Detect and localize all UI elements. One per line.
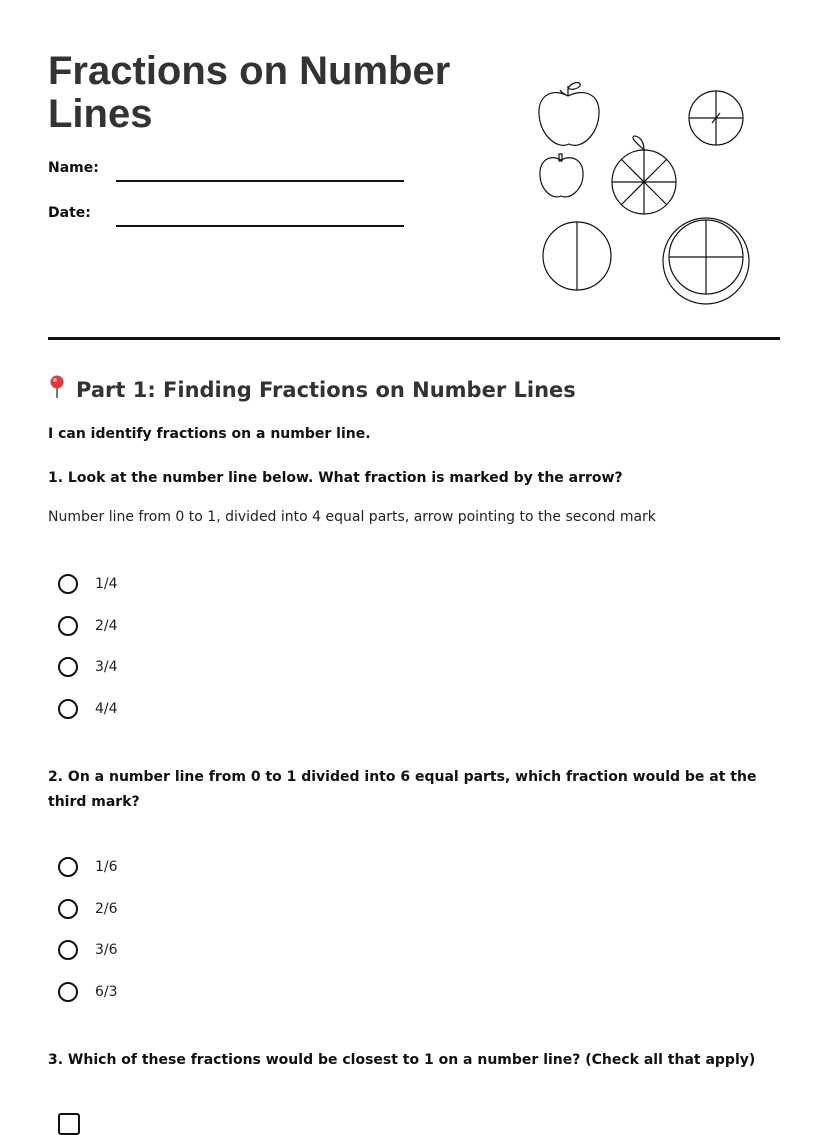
circle-quarters-icon: [689, 91, 743, 145]
name-label: Name:: [48, 160, 99, 176]
radio-button[interactable]: [58, 657, 78, 677]
radio-button[interactable]: [58, 574, 78, 594]
q1-option-3[interactable]: [58, 655, 118, 679]
option-label: 3/4: [95, 659, 118, 675]
question-1-description: Number line from 0 to 1, divided into 4 equal parts, arrow pointing to the second mark: [48, 509, 656, 525]
q2-option-4[interactable]: [58, 980, 118, 1004]
radio-button[interactable]: [58, 940, 78, 960]
q1-option-4[interactable]: [58, 697, 118, 721]
learning-objective: I can identify fractions on a number line.: [48, 426, 371, 442]
date-field[interactable]: [116, 225, 404, 227]
radio-button[interactable]: [58, 616, 78, 636]
option-label: 6/3: [95, 984, 118, 1000]
pushpin-icon: [48, 375, 66, 399]
q2-option-1[interactable]: [58, 855, 118, 879]
q2-option-2[interactable]: [58, 897, 118, 921]
q1-option-2[interactable]: [58, 614, 118, 638]
part1-heading: [48, 375, 576, 402]
part1-title: Part 1: Finding Fractions on Number Lines: [76, 378, 576, 402]
circle-halves-icon: [543, 222, 611, 290]
option-label: 3/6: [95, 942, 118, 958]
date-label: Date:: [48, 205, 91, 221]
option-label: 1/4: [95, 576, 118, 592]
section-divider: [48, 337, 780, 340]
option-label: 2/6: [95, 901, 118, 917]
option-label: 4/4: [95, 701, 118, 717]
question-2-text: 2. On a number line from 0 to 1 divided into 6 equal parts, which fraction would be at the third mark?: [48, 769, 757, 810]
orange-eighths-icon: [612, 136, 676, 214]
question-1-text: 1. Look at the number line below. What fraction is marked by the arrow?: [48, 470, 623, 486]
radio-button[interactable]: [58, 699, 78, 719]
radio-button[interactable]: [58, 982, 78, 1002]
fruit-fractions-illustration: [530, 78, 755, 308]
small-apple-icon: [540, 154, 583, 197]
option-label: 2/4: [95, 618, 118, 634]
radio-button[interactable]: [58, 899, 78, 919]
question-3-text: 3. Which of these fractions would be closest to 1 on a number line? (Check all that apply): [48, 1052, 756, 1068]
option-label: 1/6: [95, 859, 118, 875]
name-field[interactable]: [116, 180, 404, 182]
apple-icon: [539, 83, 599, 146]
q3-checkbox[interactable]: [58, 1113, 80, 1135]
q1-option-1[interactable]: [58, 572, 118, 596]
plate-quarters-icon: [663, 218, 749, 304]
q2-option-3[interactable]: [58, 938, 118, 962]
radio-button[interactable]: [58, 857, 78, 877]
worksheet-title: Fractions on Number Lines: [48, 49, 451, 136]
